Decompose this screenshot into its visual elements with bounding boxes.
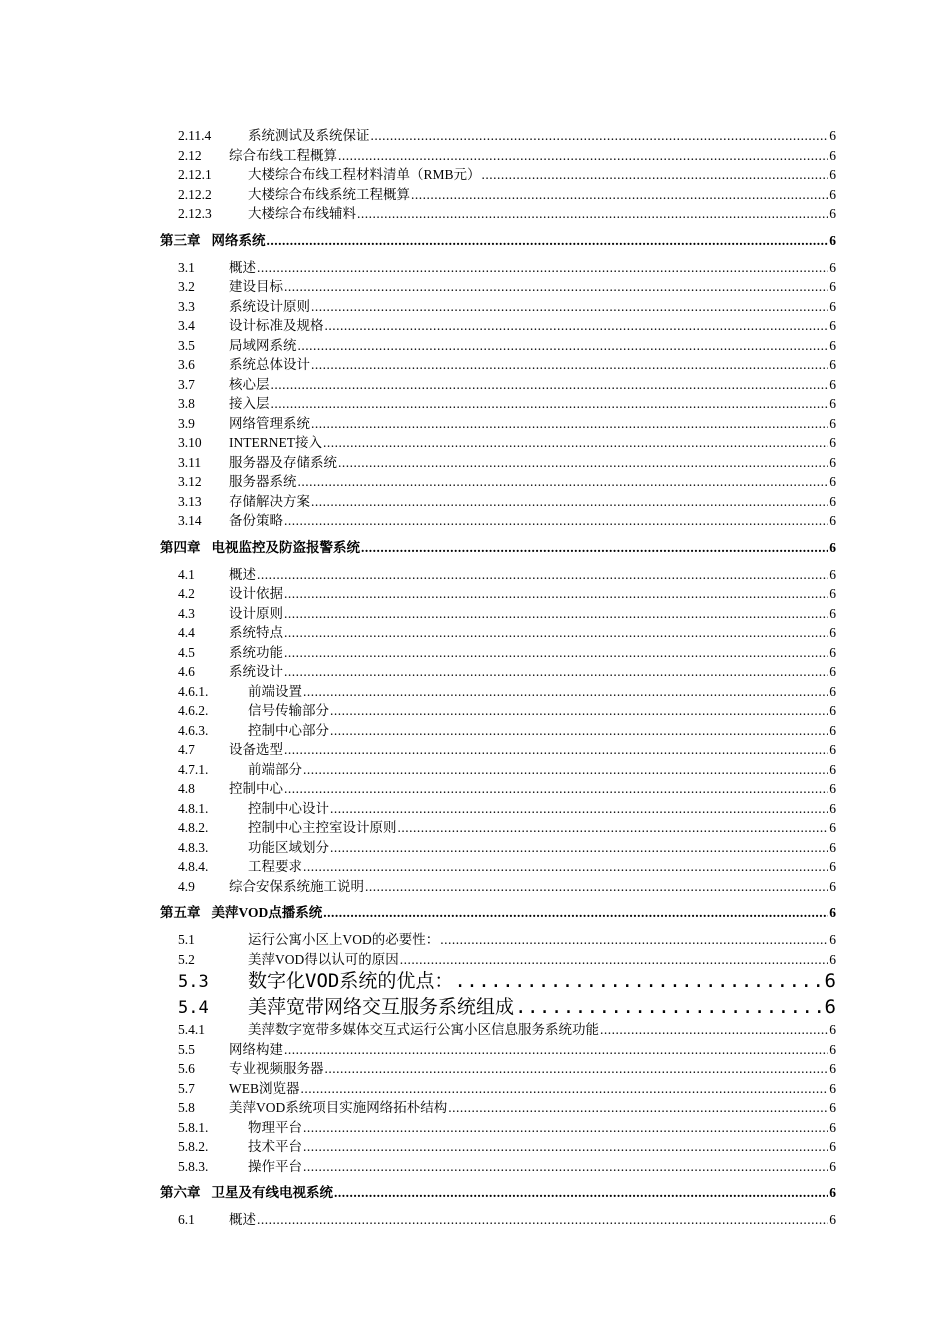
toc-entry-number: 2.12 xyxy=(178,147,202,163)
toc-entry-page-number: 6 xyxy=(829,781,836,796)
toc-entry-number: 5.4 xyxy=(178,997,209,1018)
toc-entry-number: 5.1 xyxy=(178,932,195,947)
toc-entry-number: 5.2 xyxy=(178,951,195,967)
dot-leader xyxy=(284,511,828,531)
toc-entry-title: 建设目标 xyxy=(229,279,283,294)
toc-entry-title: 电视监控及防盗报警系统 xyxy=(211,539,360,555)
toc-entry-title: 网络构建 xyxy=(229,1041,283,1057)
dot-leader xyxy=(361,536,828,559)
toc-entry[interactable] xyxy=(178,643,836,663)
dot-leader xyxy=(311,297,828,317)
toc-entry-title: 卫星及有线电视系统 xyxy=(211,1185,333,1200)
toc-entry-number: 4.8.1. xyxy=(178,800,209,816)
toc-entry-title: 前端部分 xyxy=(248,761,302,777)
toc-entry[interactable] xyxy=(178,126,836,146)
toc-entry-page-number: 6 xyxy=(829,1119,836,1135)
toc-entry-page-number: 6 xyxy=(829,298,836,314)
toc-entry-page-number: 6 xyxy=(829,761,836,777)
toc-entry-number: 第六章 xyxy=(160,1185,201,1200)
dot-leader xyxy=(515,995,824,1021)
dot-leader xyxy=(440,930,828,950)
toc-entry-title: 技术平台 xyxy=(248,1139,302,1154)
toc-entry-title: WEB浏览器 xyxy=(229,1080,300,1096)
toc-entry[interactable] xyxy=(178,1210,836,1230)
toc-entry-number: 4.6.3. xyxy=(178,722,209,738)
toc-entry-title: 概述 xyxy=(229,1212,256,1227)
toc-entry-title: 接入层 xyxy=(229,396,270,411)
toc-entry-title: 设计依据 xyxy=(229,586,283,601)
toc-entry-page-number: 6 xyxy=(829,279,836,294)
toc-entry-number: 3.4 xyxy=(178,318,195,333)
toc-entry[interactable] xyxy=(178,565,836,585)
toc-entry-page-number: 6 xyxy=(829,703,836,718)
toc-entry-number: 5.6 xyxy=(178,1061,195,1076)
toc-entry-page-number: 6 xyxy=(829,1212,836,1227)
dot-leader xyxy=(330,701,828,721)
toc-entry-number: 4.6.2. xyxy=(178,703,209,718)
toc-entry-title: 大楼综合布线工程材料清单（RMB元） xyxy=(248,167,481,182)
toc-entry-title: 综合安保系统施工说明 xyxy=(229,878,364,894)
toc-entry[interactable] xyxy=(178,1020,836,1040)
toc-entry-page-number: 6 xyxy=(829,128,836,143)
toc-entry[interactable] xyxy=(178,277,836,297)
dot-leader xyxy=(400,950,829,970)
toc-entry-title: 系统特点 xyxy=(229,625,283,640)
toc-entry[interactable] xyxy=(178,394,836,414)
toc-entry-title: 设计标准及规格 xyxy=(229,318,324,333)
toc-entry-title: 系统设计原则 xyxy=(229,298,310,314)
dot-leader xyxy=(303,760,828,780)
toc-entry-page-number: 6 xyxy=(829,186,836,202)
toc-entry-title: 系统总体设计 xyxy=(229,357,310,372)
toc-entry-title: 存储解决方案 xyxy=(229,493,310,509)
toc-entry[interactable] xyxy=(178,1079,836,1099)
toc-entry-number: 2.12.2 xyxy=(178,186,212,202)
dot-leader xyxy=(311,492,828,512)
toc-entry[interactable] xyxy=(178,1137,836,1157)
toc-entry-title: INTERNET接入 xyxy=(229,435,322,450)
dot-leader xyxy=(284,277,828,297)
toc-entry-page-number: 6 xyxy=(829,878,836,894)
toc-entry-page-number: 6 xyxy=(829,1022,836,1037)
toc-entry-number: 3.8 xyxy=(178,396,195,411)
dot-leader xyxy=(325,316,829,336)
toc-entry-title: 网络管理系统 xyxy=(229,415,310,431)
toc-entry-title: 概述 xyxy=(229,259,256,275)
toc-entry[interactable] xyxy=(178,414,836,434)
toc-entry[interactable] xyxy=(178,453,836,473)
toc-entry-number: 4.3 xyxy=(178,605,195,621)
toc-entry[interactable] xyxy=(178,799,836,819)
dot-leader xyxy=(284,643,828,663)
dot-leader xyxy=(411,185,828,205)
toc-entry-number: 3.6 xyxy=(178,357,195,372)
toc-entry-title: 控制中心部分 xyxy=(248,722,329,738)
dot-leader xyxy=(301,1079,829,1099)
dot-leader xyxy=(257,1210,828,1230)
toc-entry-number: 4.7.1. xyxy=(178,761,209,777)
toc-entry-number: 5.8.3. xyxy=(178,1158,209,1174)
toc-entry-page-number: 6 xyxy=(829,337,836,353)
dot-leader xyxy=(284,740,828,760)
toc-entry-number: 2.12.3 xyxy=(178,206,212,221)
toc-entry-number: 3.2 xyxy=(178,279,195,294)
toc-entry-page-number: 6 xyxy=(829,932,836,947)
toc-entry-title: 美萍VOD点播系统 xyxy=(211,905,323,920)
toc-entry-title: 服务器及存储系统 xyxy=(229,454,337,470)
toc-entry-number: 5.3 xyxy=(178,972,209,992)
toc-entry-number: 3.9 xyxy=(178,415,195,431)
toc-entry[interactable] xyxy=(178,185,836,205)
toc-entry-number: 第四章 xyxy=(160,539,201,555)
toc-entry-title: 信号传输部分 xyxy=(248,703,329,718)
toc-entry-number: 3.7 xyxy=(178,376,195,392)
toc-entry-page-number: 6 xyxy=(829,683,836,699)
toc-entry[interactable] xyxy=(178,838,836,858)
dot-leader xyxy=(284,779,828,799)
toc-entry-title: 控制中心主控室设计原则 xyxy=(248,820,397,835)
toc-entry-number: 5.8.1. xyxy=(178,1119,209,1135)
toc-entry-number: 4.5 xyxy=(178,644,195,660)
toc-entry-title: 局域网系统 xyxy=(229,337,297,353)
dot-leader xyxy=(284,623,828,643)
toc-entry-number: 4.6.1. xyxy=(178,683,209,699)
toc-entry-page-number: 6 xyxy=(829,474,836,489)
toc-entry-number: 3.10 xyxy=(178,435,202,450)
toc-entry[interactable] xyxy=(178,433,836,453)
toc-entry-title: 功能区域划分 xyxy=(248,839,329,855)
toc-entry-title: 设计原则 xyxy=(229,605,283,621)
dot-leader xyxy=(284,584,828,604)
toc-entry[interactable] xyxy=(178,146,836,166)
dot-leader xyxy=(482,165,829,185)
toc-entry-title: 网络系统 xyxy=(211,232,266,248)
toc-entry[interactable] xyxy=(178,492,836,512)
toc-entry-number: 3.13 xyxy=(178,493,202,509)
toc-entry-page-number: 6 xyxy=(824,995,836,1018)
dot-leader xyxy=(325,1059,829,1079)
dot-leader xyxy=(303,1137,828,1157)
toc-entry[interactable] xyxy=(178,1157,836,1177)
toc-entry-number: 4.1 xyxy=(178,566,195,582)
toc-entry-page-number: 6 xyxy=(829,357,836,372)
toc-entry[interactable] xyxy=(178,1040,836,1060)
dot-leader xyxy=(600,1020,828,1040)
dot-leader xyxy=(330,721,828,741)
toc-entry[interactable] xyxy=(178,472,836,492)
dot-leader xyxy=(330,838,828,858)
toc-entry-title: 核心层 xyxy=(229,376,270,392)
toc-entry[interactable] xyxy=(178,1098,836,1118)
toc-entry[interactable] xyxy=(178,511,836,531)
toc-entry-page-number: 6 xyxy=(829,396,836,411)
toc-entry[interactable] xyxy=(178,969,836,995)
toc-entry-title: 工程要求 xyxy=(248,859,302,874)
toc-entry[interactable] xyxy=(178,662,836,682)
toc-entry-page-number: 6 xyxy=(829,1061,836,1076)
toc-entry-page-number: 6 xyxy=(829,605,836,621)
dot-leader xyxy=(303,1118,828,1138)
toc-entry-page-number: 6 xyxy=(829,820,836,835)
toc-entry-page-number: 6 xyxy=(829,566,836,582)
toc-entry-title: 美萍VOD得以认可的原因 xyxy=(248,951,399,967)
toc-entry[interactable] xyxy=(178,1118,836,1138)
toc-entry-page-number: 6 xyxy=(829,415,836,431)
toc-entry-page-number: 6 xyxy=(829,232,836,248)
toc-entry-number: 5.5 xyxy=(178,1041,195,1057)
toc-entry-number: 2.12.1 xyxy=(178,167,212,182)
toc-entry-title: 系统功能 xyxy=(229,644,283,660)
toc-entry-number: 4.8.4. xyxy=(178,859,209,874)
toc-entry[interactable] xyxy=(178,375,836,395)
toc-entry-title: 物理平台 xyxy=(248,1119,302,1135)
dot-leader xyxy=(298,472,829,492)
dot-leader xyxy=(284,662,828,682)
toc-entry-title: 专业视频服务器 xyxy=(229,1061,324,1076)
toc-entry-title: 美萍数字宽带多媒体交互式运行公寓小区信息服务系统功能 xyxy=(248,1022,599,1037)
toc-entry-page-number: 6 xyxy=(829,664,836,679)
toc-entry-number: 6.1 xyxy=(178,1212,195,1227)
dot-leader xyxy=(257,565,828,585)
toc-entry[interactable] xyxy=(178,818,836,838)
toc-entry-title: 大楼综合布线系统工程概算 xyxy=(248,186,410,202)
dot-leader xyxy=(303,1157,828,1177)
toc-entry-number: 第五章 xyxy=(160,905,201,920)
dot-leader xyxy=(303,682,828,702)
toc-entry[interactable] xyxy=(178,258,836,278)
toc-entry-page-number: 6 xyxy=(829,1100,836,1115)
toc-entry[interactable] xyxy=(178,604,836,624)
dot-leader xyxy=(257,258,828,278)
toc-chapter-entry[interactable] xyxy=(160,229,836,252)
toc-entry[interactable] xyxy=(178,336,836,356)
dot-leader xyxy=(371,126,829,146)
toc-entry-title: 综合布线工程概算 xyxy=(229,147,337,163)
toc-entry-title: 数字化VOD系统的优点： xyxy=(248,970,454,992)
dot-leader xyxy=(365,877,828,897)
toc-entry-title: 美萍宽带网络交互服务系统组成 xyxy=(248,995,515,1018)
toc-entry-page-number: 6 xyxy=(829,800,836,816)
toc-entry-title: 概述 xyxy=(229,566,256,582)
toc-chapter-entry[interactable] xyxy=(160,1181,836,1204)
dot-leader xyxy=(330,799,828,819)
toc-entry-title: 设备选型 xyxy=(229,742,283,757)
toc-entry-page-number: 6 xyxy=(829,586,836,601)
toc-entry-page-number: 6 xyxy=(824,970,836,992)
toc-entry[interactable] xyxy=(178,779,836,799)
toc-entry-page-number: 6 xyxy=(829,167,836,182)
toc-entry-title: 控制中心 xyxy=(229,781,283,796)
toc-entry[interactable] xyxy=(178,355,836,375)
toc-entry-page-number: 6 xyxy=(829,539,836,555)
toc-entry-number: 5.4.1 xyxy=(178,1022,205,1037)
toc-entry[interactable] xyxy=(178,682,836,702)
toc-entry[interactable] xyxy=(178,930,836,950)
toc-entry[interactable] xyxy=(178,1059,836,1079)
toc-entry-page-number: 6 xyxy=(829,318,836,333)
toc-entry-number: 3.11 xyxy=(178,454,202,470)
toc-entry-title: 服务器系统 xyxy=(229,474,297,489)
toc-entry[interactable] xyxy=(178,165,836,185)
toc-entry-title: 备份策略 xyxy=(229,513,283,528)
toc-entry-page-number: 6 xyxy=(829,1158,836,1174)
toc-entry[interactable] xyxy=(178,701,836,721)
toc-entry[interactable] xyxy=(178,740,836,760)
toc-entry-number: 4.6 xyxy=(178,664,195,679)
toc-entry[interactable] xyxy=(178,297,836,317)
toc-entry-page-number: 6 xyxy=(829,742,836,757)
dot-leader xyxy=(303,857,828,877)
toc-entry[interactable] xyxy=(178,995,836,1021)
toc-entry[interactable] xyxy=(178,623,836,643)
toc-entry-number: 5.8.2. xyxy=(178,1139,209,1154)
dot-leader xyxy=(271,394,829,414)
toc-entry[interactable] xyxy=(178,721,836,741)
dot-leader xyxy=(284,604,828,624)
dot-leader xyxy=(271,375,829,395)
toc-entry-number: 第三章 xyxy=(160,232,201,248)
toc-entry-page-number: 6 xyxy=(829,376,836,392)
toc-entry-number: 2.11.4 xyxy=(178,128,212,143)
toc-entry-number: 3.3 xyxy=(178,298,195,314)
toc-entry-page-number: 6 xyxy=(829,644,836,660)
dot-leader xyxy=(454,969,823,995)
toc-entry-number: 4.8 xyxy=(178,781,195,796)
toc-entry-title: 大楼综合布线辅料 xyxy=(248,206,356,221)
toc-entry-page-number: 6 xyxy=(829,147,836,163)
toc-entry-page-number: 6 xyxy=(829,493,836,509)
toc-entry-page-number: 6 xyxy=(829,859,836,874)
toc-entry-page-number: 6 xyxy=(829,454,836,470)
toc-entry-page-number: 6 xyxy=(829,206,836,221)
toc-entry-title: 操作平台 xyxy=(248,1158,302,1174)
toc-entry-number: 4.4 xyxy=(178,625,195,640)
toc-chapter-entry[interactable] xyxy=(160,901,836,924)
dot-leader xyxy=(323,433,828,453)
toc-entry-page-number: 6 xyxy=(829,1080,836,1096)
toc-entry[interactable] xyxy=(178,877,836,897)
dot-leader xyxy=(398,818,829,838)
toc-entry-title: 控制中心设计 xyxy=(248,800,329,816)
toc-entry[interactable] xyxy=(178,204,836,224)
toc-entry[interactable] xyxy=(178,760,836,780)
toc-entry-number: 3.1 xyxy=(178,259,195,275)
toc-entry-title: 美萍VOD系统项目实施网络拓朴结构 xyxy=(229,1100,448,1115)
toc-entry[interactable] xyxy=(178,584,836,604)
toc-entry-number: 4.2 xyxy=(178,586,195,601)
toc-entry-title: 前端设置 xyxy=(248,683,302,699)
toc-entry-page-number: 6 xyxy=(829,905,836,920)
toc-entry-number: 4.8.2. xyxy=(178,820,209,835)
toc-entry-page-number: 6 xyxy=(829,839,836,855)
toc-entry[interactable] xyxy=(178,316,836,336)
toc-entry-title: 运行公寓小区上VOD的必要性： xyxy=(248,932,440,947)
dot-leader xyxy=(284,1040,828,1060)
toc-entry-number: 5.7 xyxy=(178,1080,195,1096)
toc-entry-page-number: 6 xyxy=(829,513,836,528)
dot-leader xyxy=(298,336,829,356)
toc-entry-number: 3.12 xyxy=(178,474,202,489)
toc-entry-page-number: 6 xyxy=(829,1185,836,1200)
toc-entry-page-number: 6 xyxy=(829,625,836,640)
toc-entry-page-number: 6 xyxy=(829,722,836,738)
toc-entry-page-number: 6 xyxy=(829,435,836,450)
toc-entry-number: 4.9 xyxy=(178,878,195,894)
dot-leader xyxy=(338,453,828,473)
toc-entry-number: 3.5 xyxy=(178,337,195,353)
dot-leader xyxy=(311,355,828,375)
toc-entry-page-number: 6 xyxy=(829,1041,836,1057)
toc-entry-page-number: 6 xyxy=(829,1139,836,1154)
toc-entry-title: 系统测试及系统保证 xyxy=(248,128,370,143)
table-of-contents xyxy=(0,126,950,1230)
dot-leader xyxy=(267,229,829,252)
toc-entry-number: 4.8.3. xyxy=(178,839,209,855)
dot-leader xyxy=(334,1181,828,1204)
dot-leader xyxy=(338,146,828,166)
dot-leader xyxy=(448,1098,828,1118)
toc-entry-number: 3.14 xyxy=(178,513,202,528)
toc-entry-number: 5.8 xyxy=(178,1100,195,1115)
dot-leader xyxy=(323,901,828,924)
dot-leader xyxy=(311,414,828,434)
toc-entry-title: 系统设计 xyxy=(229,664,283,679)
toc-entry-number: 4.7 xyxy=(178,742,195,757)
toc-entry-page-number: 6 xyxy=(829,259,836,275)
toc-entry-page-number: 6 xyxy=(829,951,836,967)
toc-entry[interactable] xyxy=(178,857,836,877)
dot-leader xyxy=(357,204,828,224)
toc-entry[interactable] xyxy=(178,950,836,970)
toc-chapter-entry[interactable] xyxy=(160,536,836,559)
